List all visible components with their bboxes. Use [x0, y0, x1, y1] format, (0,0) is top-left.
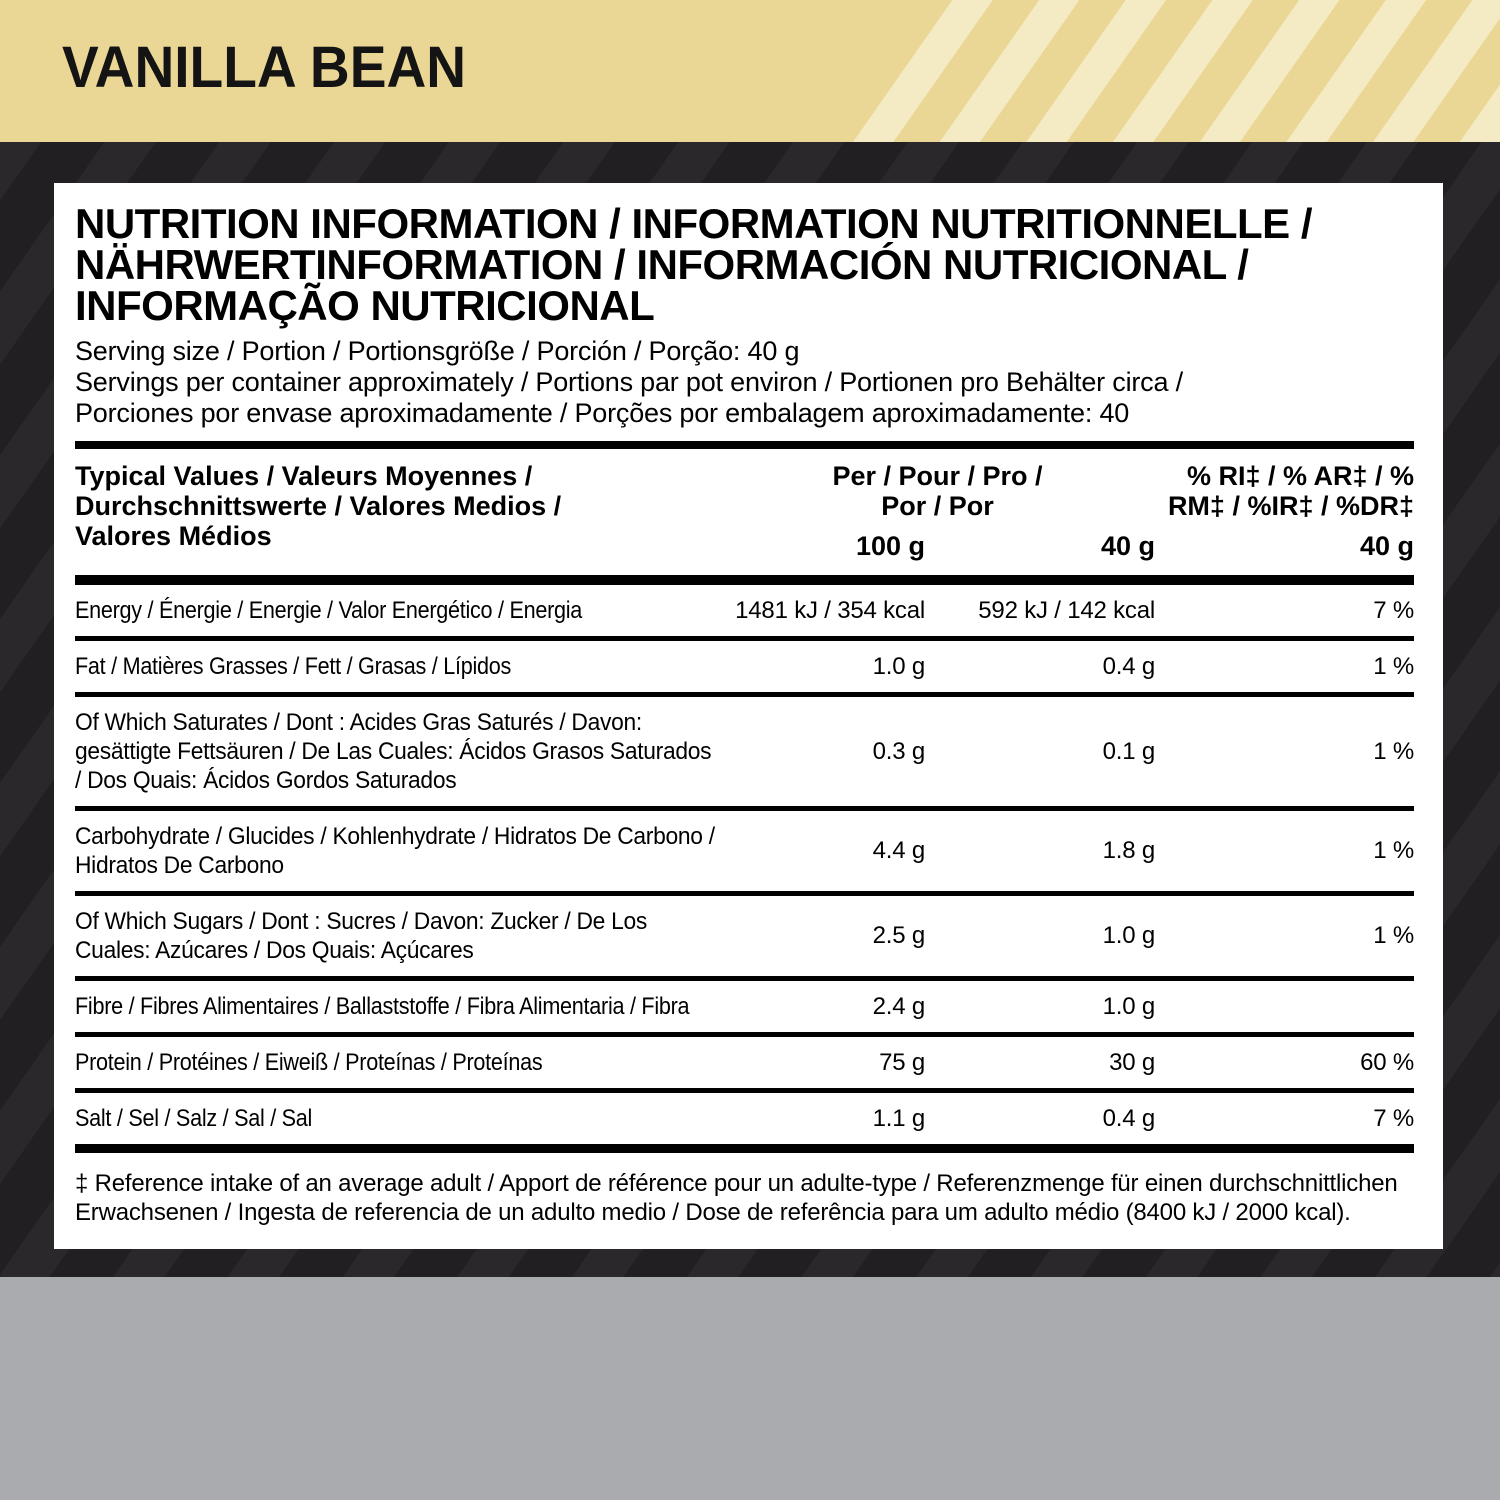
nutrient-label-cell	[75, 695, 720, 809]
servings-per-container-line-2: Porciones por envase aproximadamente / Porções por embalagem aproximadamente: 40	[75, 398, 1130, 428]
nutrient-label: Salt / Sel / Salz / Sal / Sal	[75, 1105, 313, 1132]
panel-heading	[75, 200, 1414, 329]
header-reference-intake	[1155, 445, 1414, 521]
nutrient-label-cell	[75, 580, 720, 639]
nutrition-table	[75, 441, 1414, 1153]
subheader-40g-ri: 40 g	[1359, 531, 1414, 561]
nutrient-label: Of Which Sugars / Dont : Sucres / Davon: Zucker / De Los Cuales: Azúcares / Dos Quais: Açúcares	[75, 908, 648, 964]
nutrient-label: Fibre / Fibres Alimentaires / Ballaststoffe / Fibra Alimentaria / Fibra	[75, 993, 690, 1020]
flavor-title: VANILLA BEAN	[62, 35, 467, 100]
value-reference-intake: 1 %	[1373, 922, 1414, 949]
value-reference-intake	[1155, 979, 1414, 1035]
value-per-100g: 1481 kJ / 354 kcal	[735, 596, 925, 624]
nutrient-row-sugars	[75, 894, 1414, 979]
nutrient-label: Protein / Protéines / Eiweiß / Proteínas / Proteínas	[75, 1049, 543, 1076]
value-per-100g: 2.4 g	[872, 992, 925, 1020]
value-per-100g: 1.1 g	[872, 1104, 925, 1132]
value-per-100g: 75 g	[879, 1048, 925, 1076]
header-reference-intake-line-1: % RI‡ / % AR‡ / %	[1186, 461, 1414, 491]
header-typical-values	[75, 445, 720, 580]
nutrient-row-saturates	[75, 695, 1414, 809]
value-per-40g: 0.1 g	[1102, 737, 1155, 765]
nutrient-label: Fat / Matières Grasses / Fett / Grasas / Lípidos	[75, 653, 511, 680]
value-per-40g: 1.8 g	[1102, 837, 1155, 864]
nutrient-label: Carbohydrate / Glucides / Kohlenhydrate / Hidratos De Carbono / Hidratos De Carbono	[75, 823, 715, 879]
header-per-column	[720, 445, 1155, 521]
nutrition-panel	[54, 183, 1443, 1249]
value-per-40g: 30 g	[1109, 1048, 1155, 1076]
header-typical-values-line-1: Typical Values / Valeurs Moyennes /	[75, 461, 533, 491]
value-per-40g: 1.0 g	[1102, 992, 1155, 1020]
banner-stripes-decoration	[780, 0, 1500, 142]
value-per-100g: 1.0 g	[872, 652, 925, 680]
flavor-banner	[0, 0, 1500, 142]
header-per-line-1: Per / Pour / Pro /	[832, 461, 1043, 491]
nutrient-label-cell	[75, 894, 720, 979]
nutrient-row-protein	[75, 1035, 1414, 1091]
bottom-gray-area	[0, 1277, 1500, 1500]
value-per-40g: 0.4 g	[1102, 1104, 1155, 1132]
nutrient-row-salt	[75, 1091, 1414, 1149]
nutrient-label-cell	[75, 1035, 720, 1091]
nutrient-row-fibre	[75, 979, 1414, 1035]
value-reference-intake: 1 %	[1373, 652, 1414, 680]
subheader-100g: 100 g	[855, 531, 925, 561]
nutrient-label-cell	[75, 979, 720, 1035]
panel-heading-line-1: NUTRITION INFORMATION / INFORMATION NUTRITIONNELLE /	[75, 200, 1312, 247]
nutrient-label: Energy / Énergie / Energie / Valor Energético / Energia	[75, 597, 583, 624]
servings-per-container-line-1: Servings per container approximately / Portions par pot environ / Portionen pro Behälter circa /	[75, 367, 1183, 397]
value-per-40g: 0.4 g	[1102, 652, 1155, 680]
header-reference-intake-line-2: RM‡ / %IR‡ / %DR‡	[1167, 491, 1414, 521]
value-per-100g: 2.5 g	[872, 922, 925, 949]
nutrient-label: Of Which Saturates / Dont : Acides Gras Saturés / Davon: gesättigte Fettsäuren / De Las Cuales: Ácidos Grasos Saturados / Dos Quais: Ácidos Gordos Saturados	[75, 709, 712, 794]
panel-heading-line-3: INFORMAÇÃO NUTRICIONAL	[75, 282, 655, 329]
nutrient-label-cell	[75, 1091, 720, 1149]
value-per-100g: 4.4 g	[872, 837, 925, 864]
value-per-40g: 1.0 g	[1102, 922, 1155, 949]
header-typical-values-line-3: Valores Médios	[75, 521, 272, 551]
reference-intake-footnote: ‡ Reference intake of an average adult / Apport de référence pour un adulte-type / Referenzmenge für einen durchschnittlichen Erwachsenen / Ingesta de referencia de un adulto medio / Dose de referência para um adulto médio (8400 kJ / 2000 kcal).	[75, 1170, 1398, 1226]
nutrient-label-cell	[75, 809, 720, 894]
nutrient-row-energy	[75, 580, 1414, 639]
value-reference-intake: 7 %	[1373, 1104, 1414, 1132]
subheader-40g: 40 g	[1100, 531, 1155, 561]
nutrition-table-header	[75, 445, 1414, 580]
header-per-line-2: Por / Por	[881, 491, 994, 521]
value-per-100g: 0.3 g	[872, 737, 925, 765]
serving-info	[75, 336, 1414, 429]
panel-heading-line-2: NÄHRWERTINFORMATION / INFORMACIÓN NUTRICIONAL /	[75, 241, 1249, 288]
value-reference-intake: 1 %	[1373, 737, 1414, 765]
value-reference-intake: 7 %	[1373, 596, 1414, 624]
serving-size-line: Serving size / Portion / Portionsgröße / Porción / Porção: 40 g	[75, 336, 800, 366]
nutrient-label-cell	[75, 639, 720, 695]
value-reference-intake: 1 %	[1373, 837, 1414, 864]
nutrient-row-fat	[75, 639, 1414, 695]
value-reference-intake: 60 %	[1360, 1048, 1414, 1076]
nutrient-row-carbohydrate	[75, 809, 1414, 894]
value-per-40g: 592 kJ / 142 kcal	[978, 596, 1155, 624]
header-typical-values-line-2: Durchschnittswerte / Valores Medios /	[75, 491, 562, 521]
